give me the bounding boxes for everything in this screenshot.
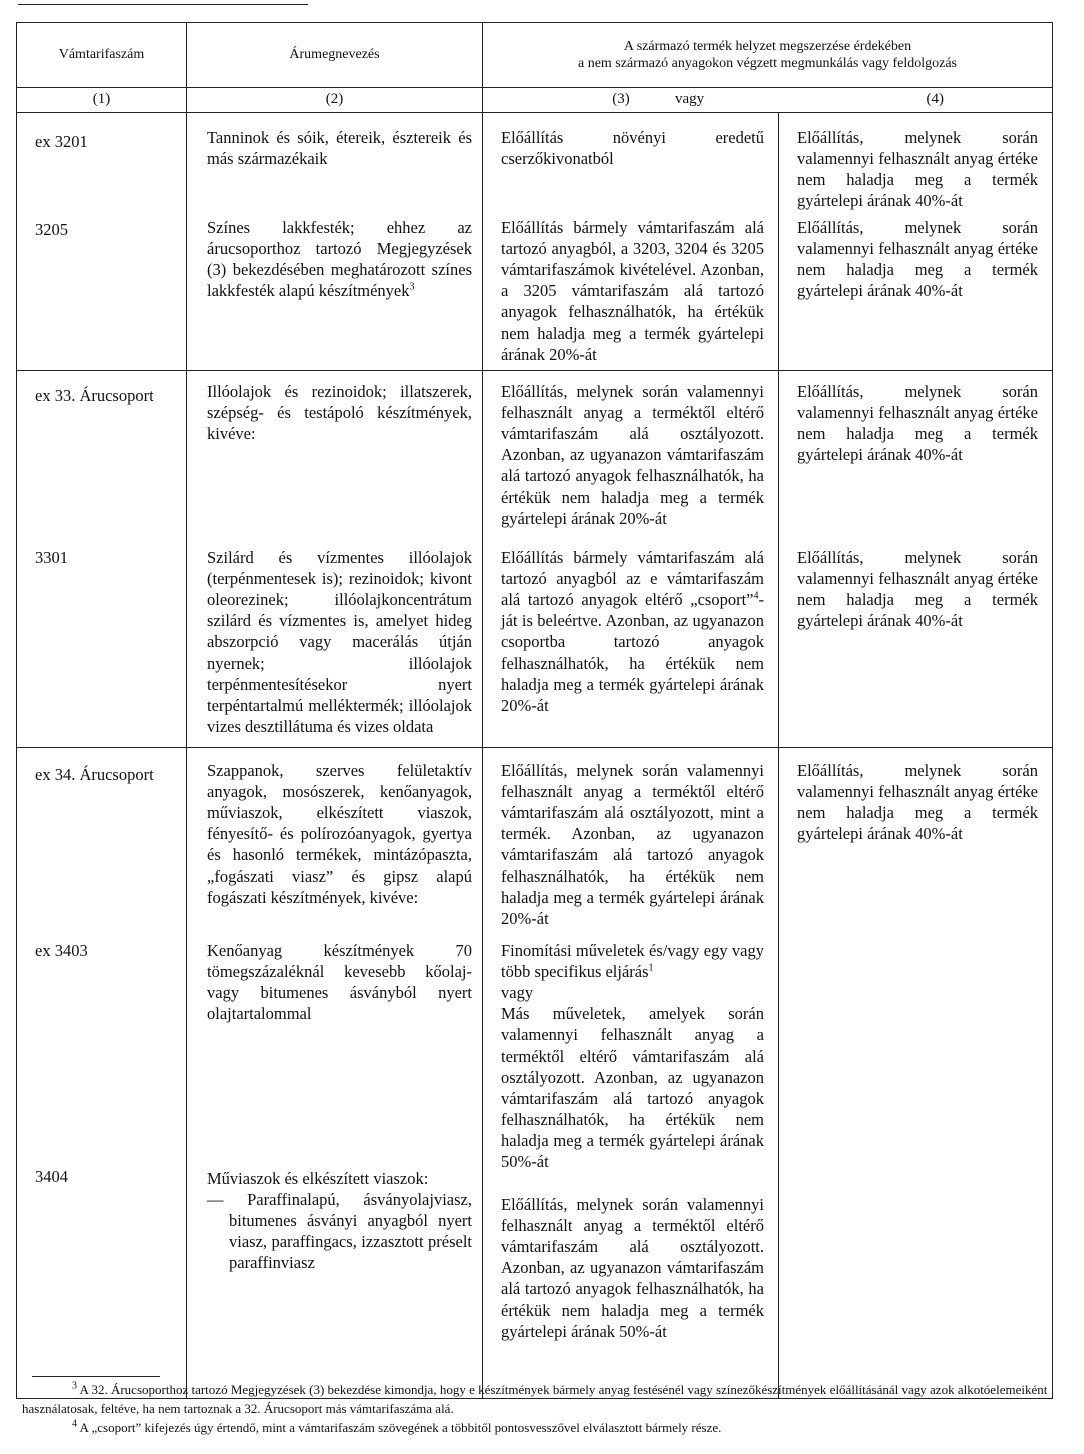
rule3-3301-part1: Előállítás bármely vámtarifaszám alá tartozó anyagból az e vámtarifaszám alá tartozó anyagok eltérő „csoport” xyxy=(501,548,764,610)
header-processing xyxy=(483,23,1053,88)
rules-table xyxy=(16,22,1053,1399)
rule4-3301: Előállítás, melynek során valamennyi felhasznált anyag értéke nem haladja meg a termék gyártelepi árának 40%-át xyxy=(797,548,1038,631)
desc-cell xyxy=(187,371,483,748)
code-3404: 3404 xyxy=(35,1167,68,1186)
desc-3205 xyxy=(207,217,472,369)
code-3205: 3205 xyxy=(35,220,68,239)
footnote-4 xyxy=(22,1419,1062,1438)
rule3-ex34: Előállítás, melynek során valamennyi felhasznált anyag a terméktől eltérő vámtarifaszám alá osztályozott, mint a termék. Azonban, az ugyanazon vámtarifaszám alá tartozó anyagok felhasználhatók, ha értékük nem haladja meg a termék gyártelepi árának 20%-át xyxy=(501,761,764,928)
code-ex34: ex 34. Árucsoport xyxy=(35,765,154,784)
header-tariff-number: Vámtarifaszám xyxy=(17,23,187,88)
desc-3404-sub: — Paraffinalapú, ásványolajviasz, bitumenes ásványi anyagból nyert viasz, paraffingacs, izzasztott préselt paraffinviasz xyxy=(207,1190,472,1273)
header-processing-line1: A származó termék helyzet megszerzése érdekében xyxy=(623,38,912,54)
rule4-ex34: Előállítás, melynek során valamennyi felhasznált anyag értéke nem haladja meg a termék gyártelepi árának 40%-át xyxy=(797,761,1038,844)
footnote-ref-1: 1 xyxy=(648,962,654,974)
footnote-rule xyxy=(32,1376,160,1377)
col4-cell xyxy=(779,113,1053,371)
footnote-ref-3: 3 xyxy=(409,281,415,293)
top-rule xyxy=(18,4,308,5)
rule3-3205: Előállítás bármely vámtarifaszám alá tartozó anyagból, a 3203, 3204 és 3205 vámtarifaszámok kivételével. Azonban, a 3205 vámtarifaszám alá tartozó anyagok felhasználhatók, ha értékük nem haladja meg a termék gyártelepi árának 20%-át xyxy=(501,218,764,364)
col3-cell xyxy=(483,113,779,371)
column-number-3: (3) xyxy=(612,91,630,107)
desc-3201: Tanninok és sóik, étereik, észtereik és más származékaik xyxy=(207,128,472,169)
column-number-2: (2) xyxy=(187,88,483,113)
footnote-4-text: A „csoport” kifejezés úgy értendő, mint a vámtarifaszám szövegének a többitől pontosvesszővel elválasztott bármely része. xyxy=(79,1419,722,1435)
footnote-3-mark: 3 xyxy=(72,1380,77,1392)
footnote-ref-4: 4 xyxy=(753,590,759,602)
footnote-3-text: A 32. Árucsoporthoz tartozó Megjegyzések (3) bekezdése kimondja, hogy e készítmények bármely anyag festésénél vagy színezőkészítmények előállításánál vagy azok alkotóelemeiként használatosak, feltéve, ha nem tartoznak a 32. Árucsoport más vámtarifaszáma alá. xyxy=(22,1382,1048,1416)
rule3-ex33: Előállítás, melynek során valamennyi felhasznált anyag a terméktől eltérő vámtarifaszám alá osztályozott. Azonban, az ugyanazon vámtarifaszám alá tartozó anyagok felhasználhatók, ha értékük nem haladja meg a termék gyártelepi árának 20%-át xyxy=(501,382,764,528)
desc-ex34: Szappanok, szerves felületaktív anyagok, mosószerek, kenőanyagok, műviaszok, elkészített viaszok, fényesítő- és polírozóanyagok, gyertya és hasonló termékek, mintázópaszta, „fogászati viasz” és gipsz alapú fogászati készítmények, kivéve: xyxy=(207,761,472,907)
header-description: Árumegnevezés xyxy=(187,23,483,88)
codes-cell xyxy=(17,748,187,1399)
table-group-34 xyxy=(17,748,1053,1399)
col4-cell xyxy=(779,371,1053,748)
code-ex3403: ex 3403 xyxy=(35,941,88,960)
rule3-3404: Előállítás, melynek során valamennyi felhasznált anyag a terméktől eltérő vámtarifaszám alá osztályozott. Azonban, az ugyanazon vámtarifaszám alá tartozó anyagok felhasználhatók, ha értékük nem haladja meg a termék gyártelepi árának 50%-át xyxy=(501,1195,764,1341)
desc-3404 xyxy=(207,1168,472,1372)
codes-cell xyxy=(17,113,187,371)
desc-3301: Szilárd és vízmentes illóolajok (terpénmentesek is); rezinoidok; kivont oleorezinek; illóolajkoncentrátum szilárd és vízmentes is, amelyet hideg abszorpció vagy macerálás útján nyernek; illóolajok terpénmentesítésekor nyert terpéntartalmú melléktermék; illóolajok vizes desztillátuma és vizes oldata xyxy=(207,548,472,736)
footnote-3 xyxy=(22,1381,1062,1419)
footnotes xyxy=(22,1376,1062,1438)
column-number-4: (4) xyxy=(926,91,944,107)
code-3301: 3301 xyxy=(35,548,68,567)
rule4-3201: Előállítás, melynek során valamennyi felhasznált anyag értéke nem haladja meg a termék gyártelepi árának 40%-át xyxy=(797,128,1038,211)
col3-cell xyxy=(483,371,779,748)
column-number-vagy: vagy xyxy=(675,91,705,107)
code-3201: ex 3201 xyxy=(35,132,88,151)
rule3-3201: Előállítás növényi eredetű cserzőkivonatból xyxy=(501,128,764,169)
desc-ex3403: Kenőanyag készítmények 70 tömegszázaléknál kevesebb kőolaj- vagy bitumenes ásványból nyert olajtartalommal xyxy=(207,941,472,1024)
codes-cell xyxy=(17,371,187,748)
footnote-4-mark: 4 xyxy=(72,1418,77,1430)
column-number-row xyxy=(17,88,1053,113)
rule4-3404 xyxy=(797,1168,1038,1372)
col4-cell xyxy=(779,748,1053,1399)
rule3-3301 xyxy=(501,547,764,747)
rule3-3301-part2: -ját is beleértve. Azonban, az ugyanazon csoportba tartozó anyagok felhasználhatók, ha értékük nem haladja meg a termék gyártelepi árának 20%-át xyxy=(501,590,764,715)
rule3-ex3403-vagy: vagy xyxy=(501,983,534,1003)
desc-cell xyxy=(187,113,483,371)
table-header-row xyxy=(17,23,1053,88)
column-number-34 xyxy=(483,88,1053,113)
table-group-32 xyxy=(17,113,1053,371)
rule4-ex3403 xyxy=(797,940,1038,1168)
code-ex33: ex 33. Árucsoport xyxy=(35,386,154,405)
desc-3205-text: Színes lakkfesték; ehhez az árucsoporthoz tartozó Megjegyzések (3) bekezdésében meghatározott színes lakkfesték alapú készítmények xyxy=(207,218,472,301)
desc-cell xyxy=(187,748,483,1399)
desc-3404-title: Műviaszok és elkészített viaszok: xyxy=(207,1169,429,1188)
rule4-3205: Előállítás, melynek során valamennyi felhasznált anyag értéke nem haladja meg a termék gyártelepi árának 40%-át xyxy=(797,218,1038,301)
desc-ex33: Illóolajok és rezinoidok; illatszerek, szépség- és testápoló készítmények, kivéve: xyxy=(207,382,472,444)
header-processing-line2: a nem származó anyagokon végzett megmunkálás vagy feldolgozás xyxy=(577,56,958,71)
table-group-33 xyxy=(17,371,1053,748)
rule3-ex3403-part1: Finomítási műveletek és/vagy egy vagy több specifikus eljárás xyxy=(501,941,764,982)
rule3-ex3403 xyxy=(501,940,764,1172)
column-number-1: (1) xyxy=(17,88,187,113)
rule4-ex33: Előállítás, melynek során valamennyi felhasznált anyag értéke nem haladja meg a termék gyártelepi árának 40%-át xyxy=(797,382,1038,465)
rule3-ex3403-part2: Más műveletek, amelyek során valamennyi felhasznált anyag a terméktől eltérő vámtarifaszám alá osztályozott. Azonban, az ugyanazon vámtarifaszám alá tartozó anyagok felhasználhatók, ha értékük nem haladja meg a termék gyártelepi árának 50%-át xyxy=(501,1004,764,1172)
col3-cell xyxy=(483,748,779,1399)
